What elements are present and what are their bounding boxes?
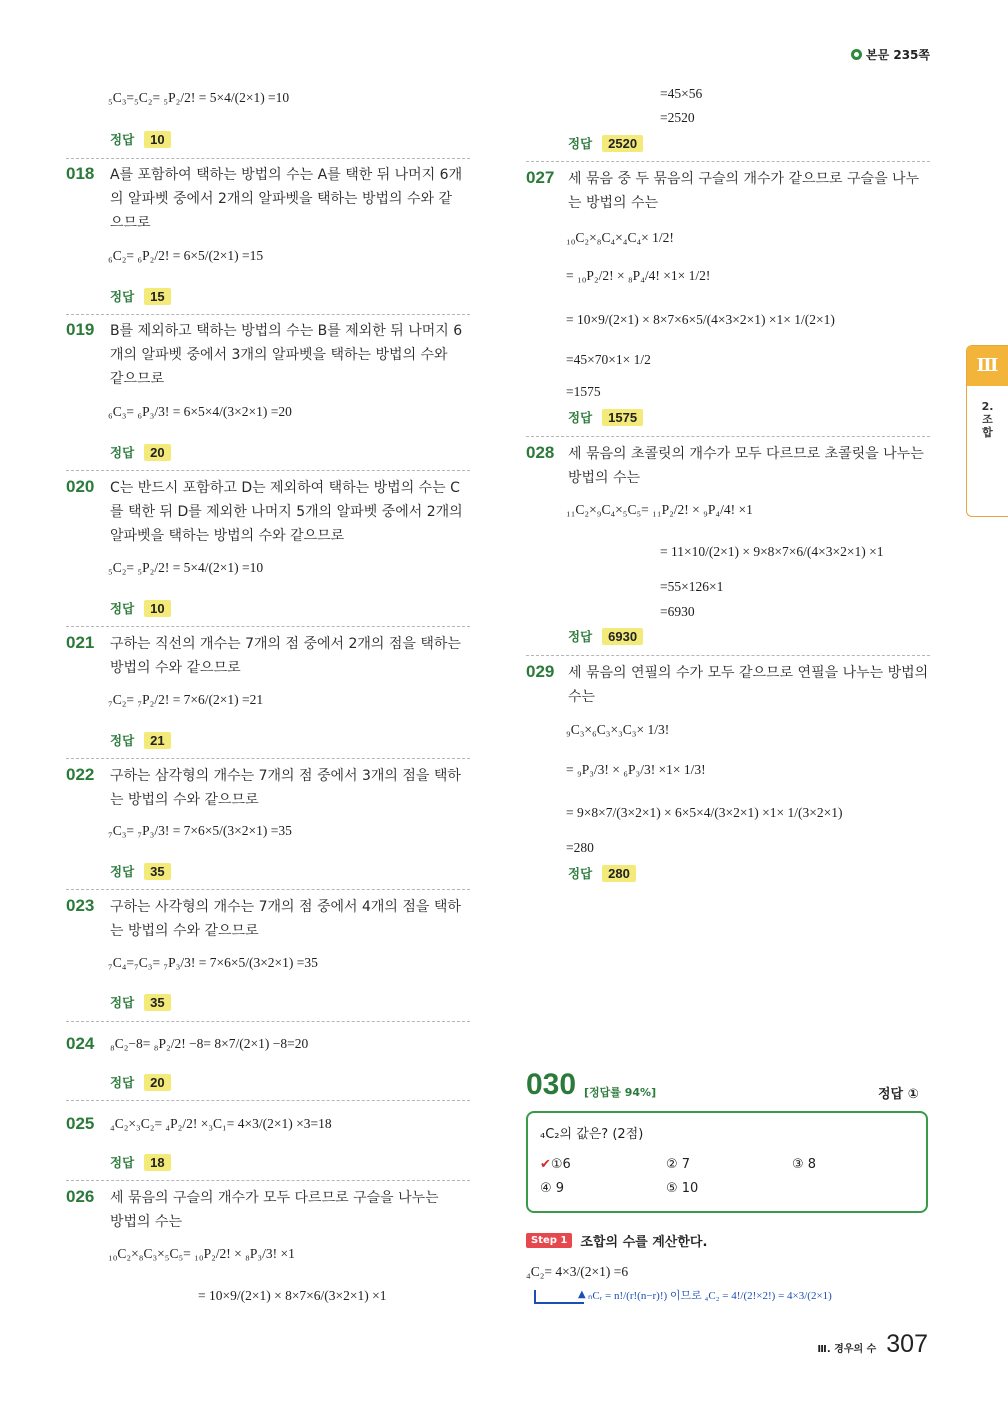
choice-4[interactable]: ④ 9 xyxy=(540,1181,565,1196)
divider xyxy=(526,436,930,437)
problem-text: A를 포함하여 택하는 방법의 수는 A를 택한 뒤 나머지 6개의 알파벳 중에서 2개의 알파벳을 택하는 방법의 수와 같으므로 xyxy=(110,167,463,231)
footer-title: Ⅲ. 경우의 수 xyxy=(817,1344,877,1355)
answer-020: 정답 10 xyxy=(110,599,171,617)
problem-number: 029 xyxy=(526,662,555,681)
eq-023: ₇C₄=₇C₃= ₇P₃/3! = 7×6×5/(3×2×1) =35 xyxy=(108,955,318,970)
section-label: 2. 조 합 xyxy=(981,400,994,439)
eq-021: ₇C₂= ₇P₂/2! = 7×6/(2×1) =21 xyxy=(108,692,264,707)
answer-029: 정답 280 xyxy=(568,864,636,882)
problem-number: 024 xyxy=(66,1034,95,1053)
step-badge: Step 1 xyxy=(526,1233,572,1248)
problem-text: 구하는 삼각형의 개수는 7개의 점 중에서 3개의 점을 택하는 방법의 수와 같으므로 xyxy=(110,768,461,808)
quiz-answer: 정답 ① xyxy=(878,1087,919,1102)
divider xyxy=(66,470,470,471)
divider xyxy=(66,314,470,315)
divider xyxy=(66,1180,470,1181)
problem-number: 021 xyxy=(66,633,95,652)
eq-024: ₈C₂−8= ₈P₂/2! −8= 8×7/(2×1) −8=20 xyxy=(110,1036,309,1051)
problem-number: 026 xyxy=(66,1187,95,1206)
answer-028: 정답 6930 xyxy=(568,627,643,645)
problem-text: B를 제외하고 택하는 방법의 수는 B를 제외한 뒤 나머지 6개의 알파벳 중에서 3개의 알파벳을 택하는 방법의 수와 같으므로 xyxy=(110,323,463,387)
divider xyxy=(66,758,470,759)
problem-text: 세 묶음의 연필의 수가 모두 같으므로 연필을 나누는 방법의 수는 xyxy=(568,665,929,705)
eq-018: ₆C₂= ₆P₂/2! = 6×5/(2×1) =15 xyxy=(108,248,264,263)
eq-019: ₆C₃= ₆P₃/3! = 6×5×4/(3×2×1) =20 xyxy=(108,404,292,419)
quiz-question: ₄C₂의 값은? (2점) xyxy=(540,1127,644,1142)
hint-bracket xyxy=(534,1290,584,1304)
circle-icon xyxy=(851,49,862,60)
divider xyxy=(66,626,470,627)
checkmark-icon: ✔ xyxy=(540,1157,551,1172)
eq-029-line1: ₉C₃×₆C₃×₃C₃× 1/3! xyxy=(566,722,670,737)
step-equation: ₄C₂= 4×3/(2×1) =6 xyxy=(526,1264,629,1279)
divider xyxy=(66,1100,470,1101)
choice-1[interactable]: ✔①6 xyxy=(540,1157,571,1172)
divider xyxy=(66,1021,470,1022)
step-title: 조합의 수를 계산한다. xyxy=(580,1235,708,1250)
divider xyxy=(526,655,930,656)
answer-024: 정답 20 xyxy=(110,1073,171,1091)
problem-text: 세 묶음 중 두 묶음의 구슬의 개수가 같으므로 구슬을 나누는 방법의 수는 xyxy=(568,171,920,211)
arrow-up-icon: ▲ xyxy=(578,1289,586,1300)
problem-number: 022 xyxy=(66,765,95,784)
chapter-tab xyxy=(966,345,1008,517)
eq-028-line3: =55×126×1 xyxy=(660,579,724,594)
eq-027-line4: =45×70×1× 1/2 xyxy=(566,352,651,367)
eq-027-line3: = 10×9/(2×1) × 8×7×6×5/(4×3×2×1) ×1× 1/(2×1) xyxy=(566,312,835,327)
answer-022: 정답 35 xyxy=(110,862,171,880)
hint-formula: ₙCᵣ = n!/(r!(n−r)!) 이므로 ₄C₂ = 4!/(2!×2!) = 4×3/(2×1) xyxy=(588,1290,832,1302)
divider xyxy=(526,161,930,162)
answer-027: 정답 1575 xyxy=(568,408,643,426)
eq-028-line1: ₁₁C₂×₉C₄×₅C₅= ₁₁P₂/2! × ₉P₄/4! ×1 xyxy=(566,502,753,517)
problem-text: 구하는 직선의 개수는 7개의 점 중에서 2개의 점을 택하는 방법의 수와 같으므로 xyxy=(110,636,461,676)
page-reference: 본문 235쪽 xyxy=(851,46,930,63)
problem-number: 023 xyxy=(66,896,95,915)
problem-text: 세 묶음의 초콜릿의 개수가 모두 다르므로 초콜릿을 나누는 방법의 수는 xyxy=(568,446,924,486)
quiz-number: 030 xyxy=(526,1068,577,1101)
answer-025: 정답 18 xyxy=(110,1153,171,1171)
page-number: 307 xyxy=(886,1330,928,1358)
eq-027-line2: = ₁₀P₂/2! × ₈P₄/4! ×1× 1/2! xyxy=(566,268,711,283)
choice-3[interactable]: ③ 8 xyxy=(792,1157,817,1172)
divider xyxy=(66,889,470,890)
problem-number: 025 xyxy=(66,1114,95,1133)
eq-025: ₄C₂×₃C₂= ₄P₂/2! ×₃C₁= 4×3/(2×1) ×3=18 xyxy=(110,1116,332,1131)
eq-029-line4: =280 xyxy=(566,840,594,855)
problem-number: 028 xyxy=(526,443,555,462)
problem-number: 020 xyxy=(66,477,95,496)
chapter-number: Ⅲ xyxy=(967,346,1008,386)
problem-text: C는 반드시 포함하고 D는 제외하여 택하는 방법의 수는 C를 택한 뒤 D를 제외한 나머지 5개의 알파벳 중에서 2개의 알파벳을 택하는 방법의 수와 같으므로 xyxy=(110,480,463,544)
step-header xyxy=(526,1231,707,1250)
eq-028-line2: = 11×10/(2×1) × 9×8×7×6/(4×3×2×1) ×1 xyxy=(660,544,884,559)
answer-023: 정답 35 xyxy=(110,993,171,1011)
eq-029-line3: = 9×8×7/(3×2×1) × 6×5×4/(3×2×1) ×1× 1/(3×2×1) xyxy=(566,805,843,820)
eq-026-line3: =45×56 xyxy=(660,86,703,101)
problem-number: 019 xyxy=(66,320,95,339)
eq-027-line5: =1575 xyxy=(566,384,601,399)
eq-022: ₇C₃= ₇P₃/3! = 7×6×5/(3×2×1) =35 xyxy=(108,823,292,838)
quiz-rate: [정답률 94%] xyxy=(584,1086,657,1099)
choice-5[interactable]: ⑤ 10 xyxy=(666,1181,699,1196)
eq-017: ₅C₃=₅C₂= ₅P₂/2! = 5×4/(2×1) =10 xyxy=(108,90,290,105)
problem-number: 027 xyxy=(526,168,555,187)
eq-026-line2: = 10×9/(2×1) × 8×7×6/(3×2×1) ×1 xyxy=(198,1288,387,1303)
answer-021: 정답 21 xyxy=(110,731,171,749)
choice-2[interactable]: ② 7 xyxy=(666,1157,691,1172)
problem-number: 018 xyxy=(66,164,95,183)
eq-020: ₅C₂= ₅P₂/2! = 5×4/(2×1) =10 xyxy=(108,560,264,575)
page-footer xyxy=(817,1330,928,1359)
problem-text: 세 묶음의 구슬의 개수가 모두 다르므로 구슬을 나누는 방법의 수는 xyxy=(110,1190,439,1230)
eq-029-line2: = ₉P₃/3! × ₆P₃/3! ×1× 1/3! xyxy=(566,762,706,777)
divider xyxy=(66,158,470,159)
eq-028-line4: =6930 xyxy=(660,604,695,619)
answer-017: 정답 10 xyxy=(110,130,171,148)
answer-026: 정답 2520 xyxy=(568,134,643,152)
problem-text: 구하는 사각형의 개수는 7개의 점 중에서 4개의 점을 택하는 방법의 수와 같으므로 xyxy=(110,899,461,939)
eq-027-line1: ₁₀C₂×₈C₄×₄C₄× 1/2! xyxy=(566,230,674,245)
eq-026-line4: =2520 xyxy=(660,110,695,125)
answer-019: 정답 20 xyxy=(110,443,171,461)
answer-018: 정답 15 xyxy=(110,287,171,305)
eq-026-line1: ₁₀C₂×₈C₃×₅C₅= ₁₀P₂/2! × ₈P₃/3! ×1 xyxy=(108,1246,295,1261)
